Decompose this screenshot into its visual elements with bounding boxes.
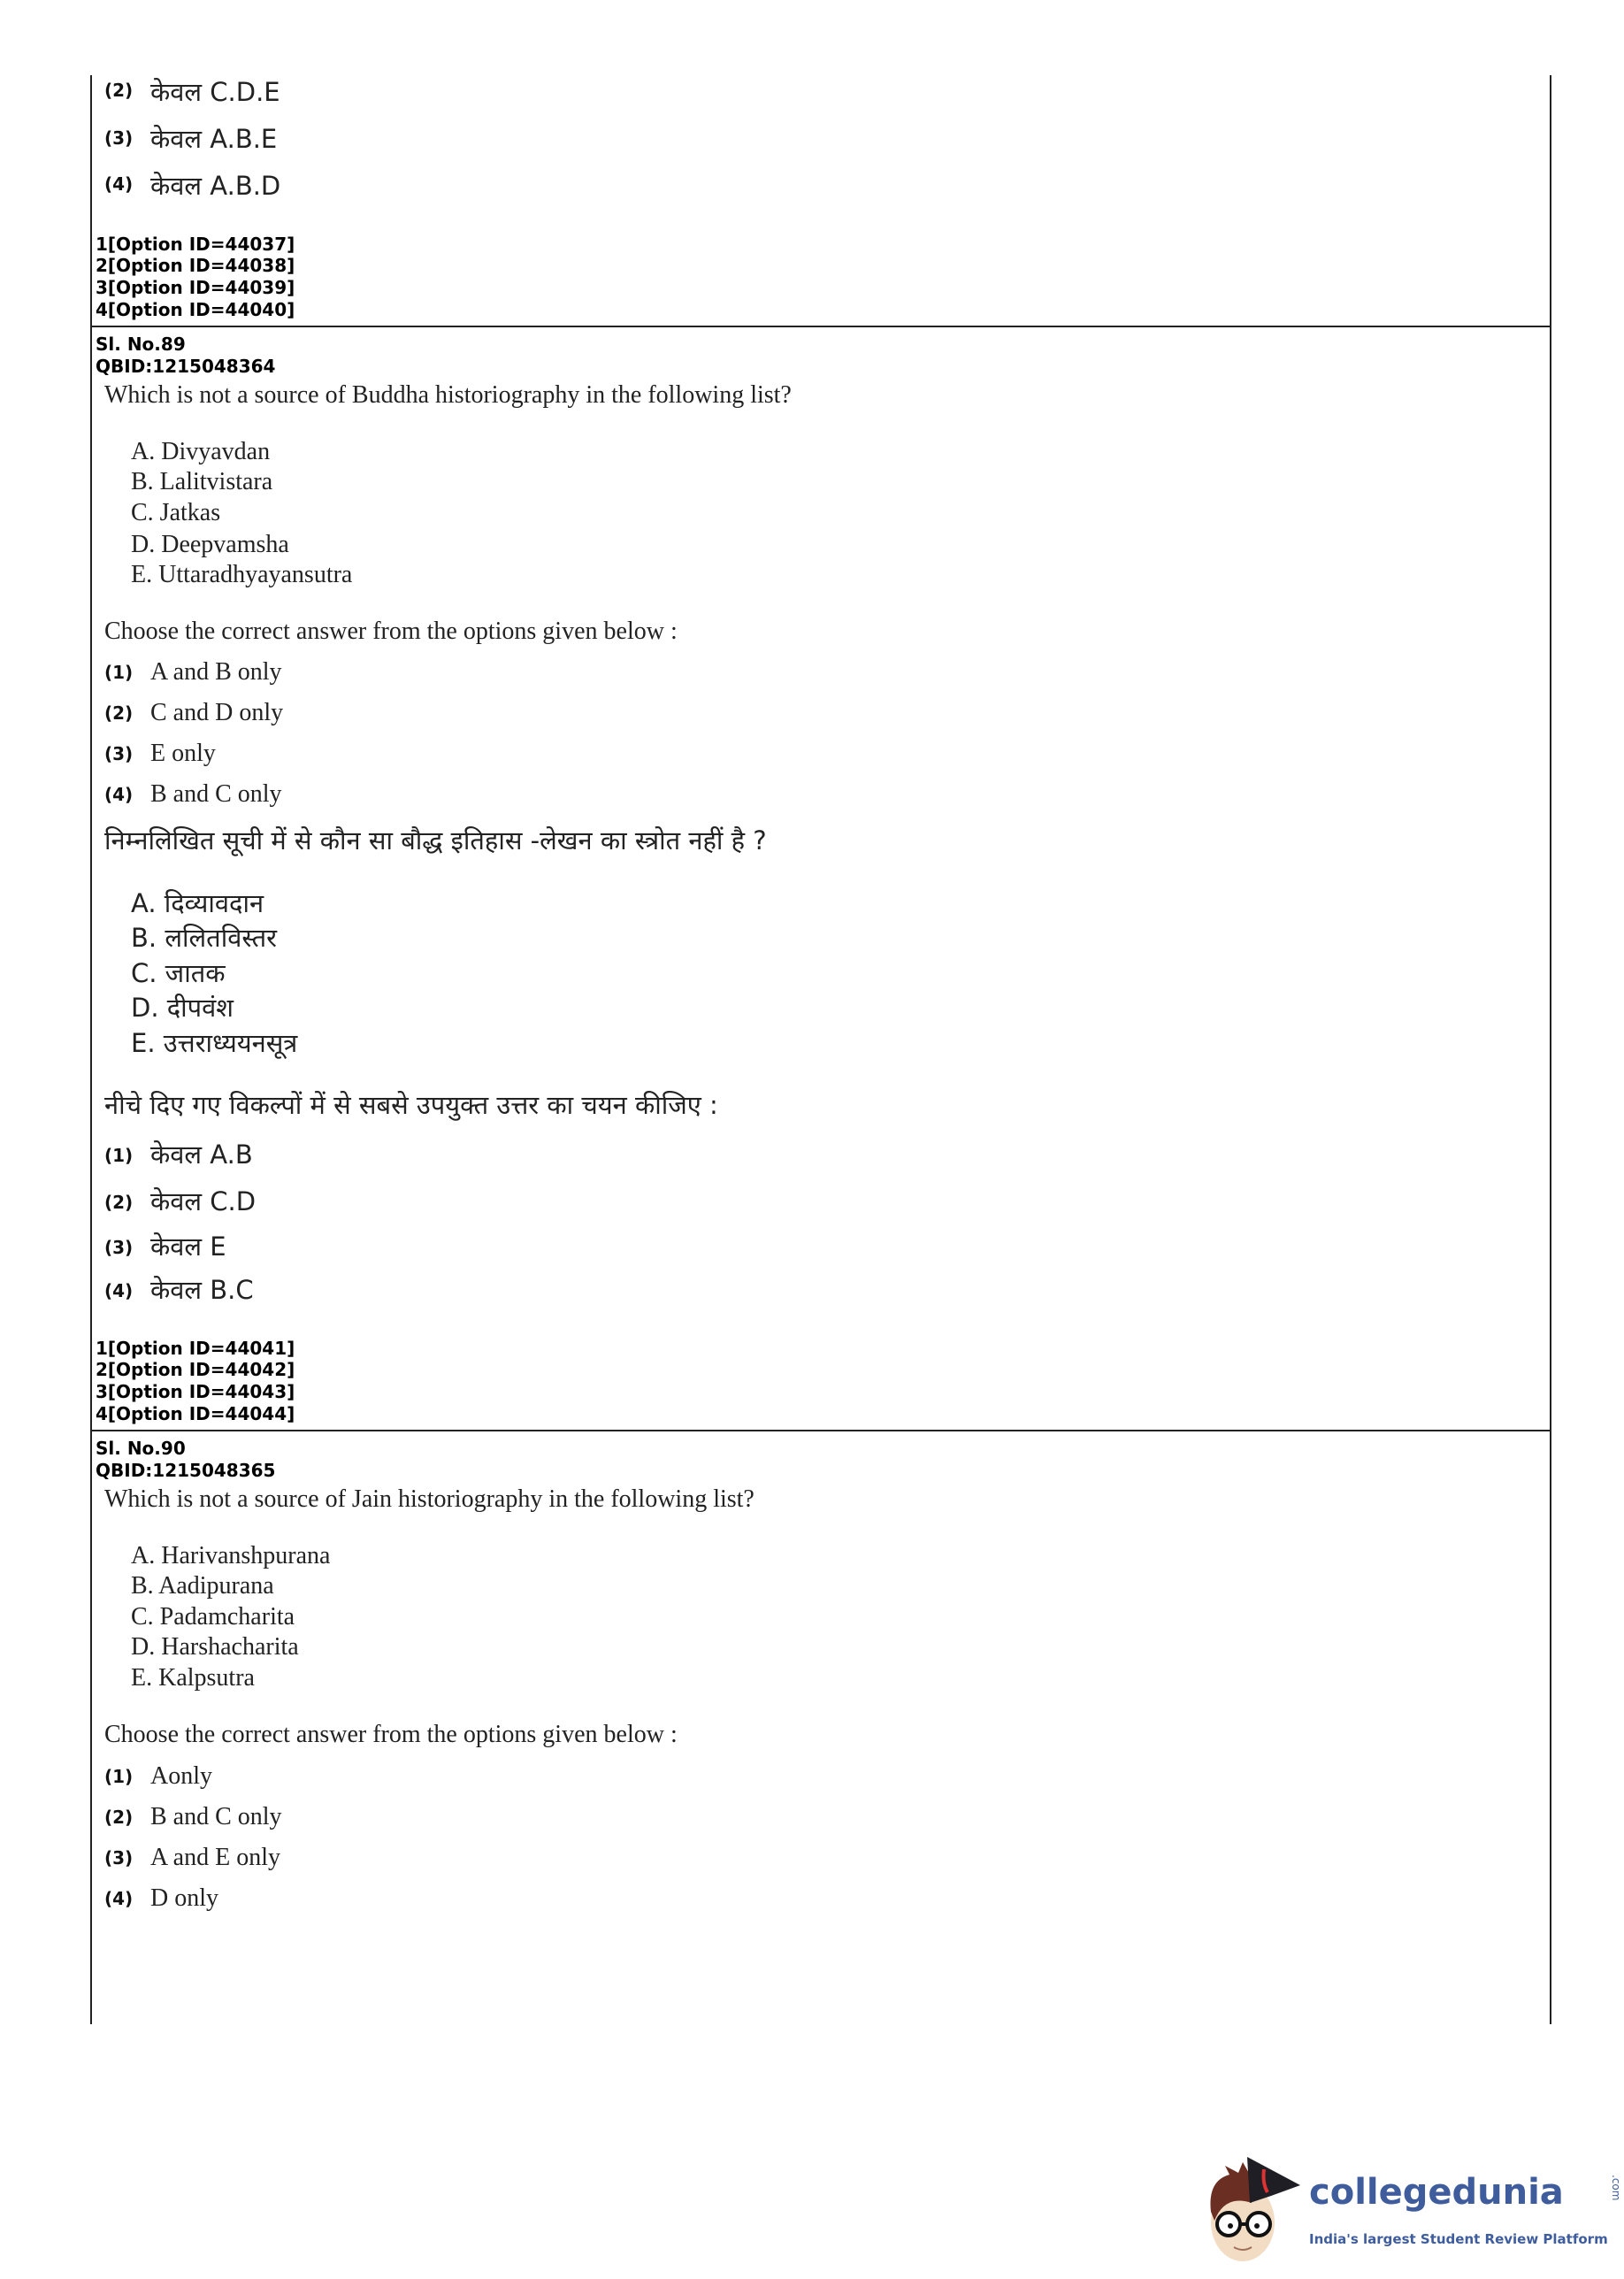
mascot-icon — [1199, 2150, 1305, 2269]
option-number: (3) — [104, 127, 134, 149]
question-text-en: Which is not a source of Jain historiography in the following list? — [104, 1485, 755, 1513]
question-separator — [90, 326, 1550, 327]
list-item: A. Harivanshpurana — [131, 1542, 331, 1569]
option-text: केवल A.B.E — [150, 124, 278, 154]
list-item: C. जातक — [131, 958, 226, 988]
option-text: A and B only — [150, 658, 282, 686]
option-id: 3[Option ID=44039] — [96, 277, 295, 298]
question-text-en: Which is not a source of Buddha historiography in the following list? — [104, 381, 792, 409]
list-item: A. Divyavdan — [131, 438, 271, 465]
option-number: (4) — [104, 784, 134, 805]
list-item: B. Aadipurana — [131, 1572, 274, 1600]
option-text: E only — [150, 740, 216, 767]
question-text-hi: निम्नलिखित सूची में से कौन सा बौद्ध इतिहास -लेखन का स्त्रोत नहीं है ? — [104, 825, 767, 856]
option-text: B and C only — [150, 1803, 282, 1830]
serial-number: Sl. No.90 — [96, 1438, 186, 1459]
brand-tagline: India's largest Student Review Platform — [1309, 2231, 1608, 2247]
list-item: E. उत्तराध्ययनसूत्र — [131, 1028, 298, 1058]
option-text: केवल B.C — [150, 1275, 254, 1305]
qbid: QBID:1215048364 — [96, 356, 276, 377]
option-text: केवल A.B.D — [150, 171, 281, 201]
option-text: केवल C.D — [150, 1186, 257, 1216]
option-number: (3) — [104, 1847, 134, 1868]
option-number: (3) — [104, 743, 134, 764]
brand-name: collegedunia — [1309, 2172, 1564, 2213]
serial-number: Sl. No.89 — [96, 334, 186, 355]
option-text: केवल E — [150, 1232, 226, 1262]
option-text: D only — [150, 1884, 218, 1912]
option-number: (2) — [104, 80, 134, 101]
option-number: (4) — [104, 1280, 134, 1301]
option-text: केवल A.B — [150, 1140, 253, 1170]
list-item: E. Kalpsutra — [131, 1664, 255, 1692]
option-number: (4) — [104, 173, 134, 195]
option-number: (1) — [104, 1766, 134, 1787]
choose-instruction-hi: नीचे दिए गए विकल्पों में से सबसे उपयुक्त उत्तर का चयन कीजिए : — [104, 1090, 718, 1120]
option-id: 2[Option ID=44038] — [96, 255, 295, 276]
list-item: D. Harshacharita — [131, 1633, 299, 1661]
list-item: D. दीपवंश — [131, 993, 234, 1023]
option-number: (2) — [104, 702, 134, 724]
list-item: C. Jatkas — [131, 499, 221, 526]
option-text: Aonly — [150, 1762, 212, 1790]
list-item: B. Lalitvistara — [131, 468, 273, 495]
list-item: C. Padamcharita — [131, 1603, 295, 1631]
option-id: 2[Option ID=44042] — [96, 1359, 295, 1380]
option-id: 4[Option ID=44040] — [96, 299, 295, 320]
choose-instruction-en: Choose the correct answer from the options given below : — [104, 1721, 678, 1748]
question-separator — [90, 1430, 1550, 1431]
option-id: 1[Option ID=44041] — [96, 1338, 295, 1359]
collegedunia-logo — [1199, 2150, 1621, 2269]
list-item: A. दिव्यावदान — [131, 888, 264, 918]
option-number: (2) — [104, 1807, 134, 1828]
qbid: QBID:1215048365 — [96, 1460, 276, 1481]
option-text: A and E only — [150, 1844, 280, 1871]
option-id: 4[Option ID=44044] — [96, 1403, 295, 1424]
list-item: D. Deepvamsha — [131, 531, 289, 558]
option-text: केवल C.D.E — [150, 77, 280, 107]
option-id: 1[Option ID=44037] — [96, 234, 295, 255]
brand-domain: .com — [1610, 2175, 1622, 2201]
option-id: 3[Option ID=44043] — [96, 1381, 295, 1402]
option-text: B and C only — [150, 780, 282, 808]
list-item: B. ललितविस्तर — [131, 923, 278, 953]
option-number: (1) — [104, 1145, 134, 1166]
option-number: (4) — [104, 1888, 134, 1909]
option-number: (1) — [104, 662, 134, 683]
list-item: E. Uttaradhyayansutra — [131, 561, 353, 588]
choose-instruction-en: Choose the correct answer from the options given below : — [104, 618, 678, 645]
option-text: C and D only — [150, 699, 284, 726]
option-number: (2) — [104, 1192, 134, 1213]
option-number: (3) — [104, 1237, 134, 1258]
